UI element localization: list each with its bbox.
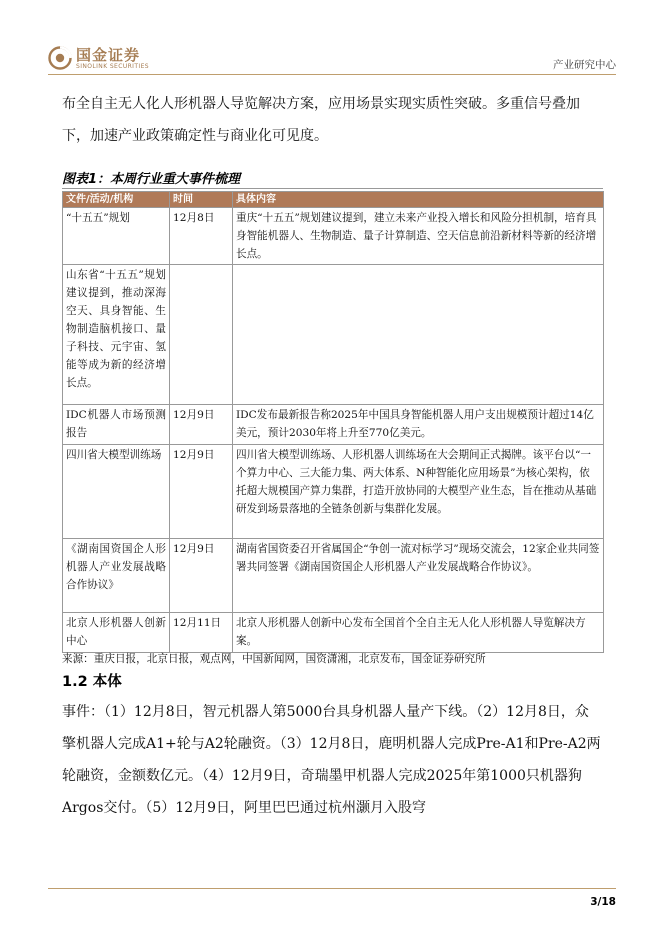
- cell-org: 北京人形机器人创新中心: [63, 613, 170, 653]
- table-row: [63, 208, 604, 265]
- cell-content: [233, 265, 604, 405]
- department-label: 产业研究中心: [553, 59, 616, 71]
- cell-content: IDC发布最新报告称2025年中国具身智能机器人用户支出规模预计超过14亿美元，预计2030年将上升至770亿美元。: [233, 405, 604, 445]
- figure-source: 来源：重庆日报，北京日报，观点网，中国新闻网，国资潇湘，北京发布，国金证券研究所: [62, 653, 486, 665]
- events-table: [62, 191, 604, 653]
- table-row: [63, 405, 604, 445]
- intro-paragraph: 布全自主无人化人形机器人导览解决方案，应用场景实现实质性突破。多重信号叠加下，加速产业政策确定性与商业化可见度。: [62, 96, 580, 144]
- brand-logo: [48, 44, 178, 76]
- cell-content: 四川省大模型训练场、人形机器人训练场在大会期间正式揭牌。该平台以“一个算力中心、三大能力集、两大体系、N种智能化应用场景”为核心架构，依托超大规模国产算力集群，打造开放协同的大模型产业生态，旨在推动从基础研发到场景落地的全链条创新与集群化发展。: [233, 445, 604, 539]
- table-header-row: [63, 192, 604, 208]
- brand-name-en: SINOLINK SECURITIES: [76, 63, 149, 70]
- header-divider: [48, 74, 616, 75]
- cell-org: 四川省大模型训练场: [63, 445, 170, 539]
- footer-divider: [48, 888, 616, 889]
- page-number: 3/18: [590, 896, 616, 908]
- table-row: [63, 265, 604, 405]
- cell-date: 12月9日: [170, 445, 233, 539]
- cell-date: 12月9日: [170, 405, 233, 445]
- cell-org: “十五五”规划: [63, 208, 170, 265]
- cell-content: 重庆“十五五”规划建议提到，建立未来产业投入增长和风险分担机制，培育具身智能机器人、生物制造、量子计算制造、空天信息前沿新材料等新的经济增长点。: [233, 208, 604, 265]
- brand-name-cn: 国金证券: [76, 46, 141, 64]
- cell-content: 湖南省国资委召开省属国企“争创一流对标学习”现场交流会，12家企业共同签署共同签署《湖南国资国企人形机器人产业发展战略合作协议》。: [233, 539, 604, 613]
- figure-title-rule: [62, 188, 603, 189]
- cell-date: 12月9日: [170, 539, 233, 613]
- section-title: 1.2 本体: [62, 674, 122, 690]
- cell-date: 12月11日: [170, 613, 233, 653]
- cell-org: 山东省“十五五”规划建议提到，推动深海空天、具身智能、生物制造脑机接口、量子科技、元宇宙、氢能等成为新的经济增长点。: [63, 265, 170, 405]
- cell-date: [170, 265, 233, 405]
- brand-logo-icon: [48, 46, 72, 70]
- cell-org: IDC机器人市场预测报告: [63, 405, 170, 445]
- column-header: 时间: [170, 192, 233, 208]
- column-header: 具体内容: [233, 192, 604, 208]
- page-header: [0, 0, 662, 80]
- table-row: [63, 539, 604, 613]
- table-row: [63, 613, 604, 653]
- cell-date: 12月8日: [170, 208, 233, 265]
- cell-content: 北京人形机器人创新中心发布全国首个全自主无人化人形机器人导览解决方案。: [233, 613, 604, 653]
- column-header: 文件/活动/机构: [63, 192, 170, 208]
- figure-title: 图表1：本周行业重大事件梳理: [62, 172, 241, 187]
- section-body: 事件：（1）12月8日，智元机器人第5000台具身机器人量产下线。（2）12月8日，众擎机器人完成A1+轮与A2轮融资。（3）12月8日，鹿明机器人完成Pre-A1和Pre-A2两轮融资，金额数亿元。（4）12月9日，奇瑞墨甲机器人完成2025年第1000只机器狗Argos交付。（5）12月9日，阿里巴巴通过杭州灏月入股穹: [62, 704, 601, 816]
- table-row: [63, 445, 604, 539]
- cell-org: 《湖南国资国企人形机器人产业发展战略合作协议》: [63, 539, 170, 613]
